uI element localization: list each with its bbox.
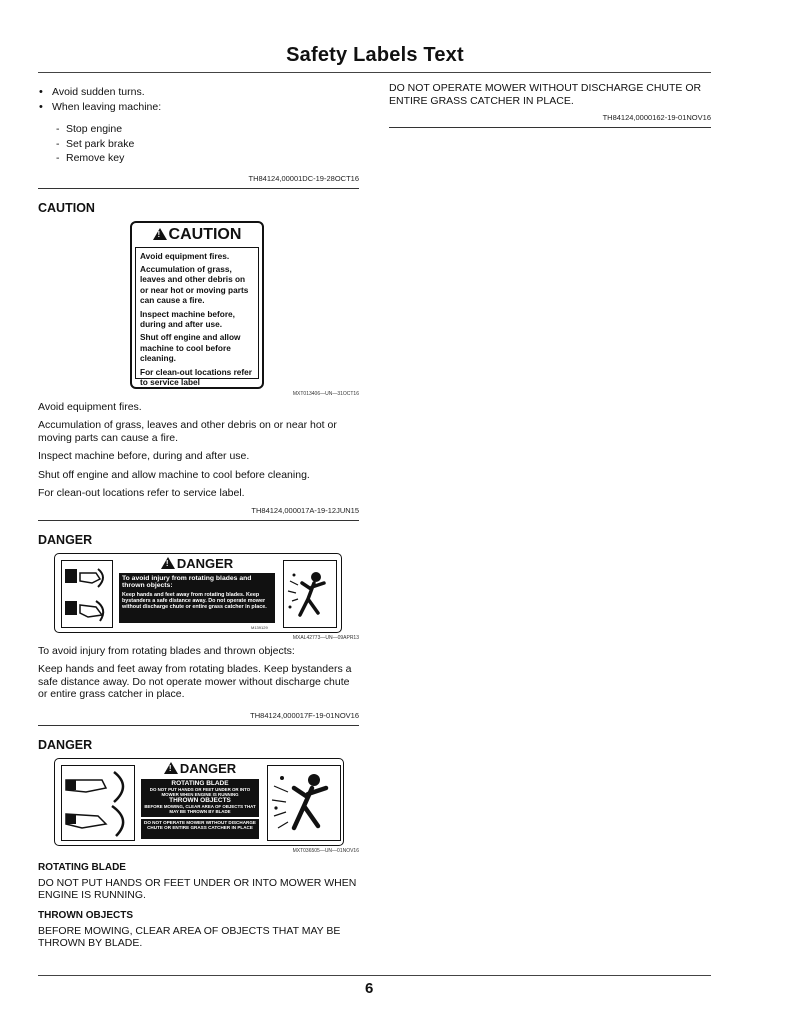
warning-triangle-icon [164,762,178,774]
danger-banner [139,761,261,776]
danger-label-text-block [141,779,259,817]
danger-label-image-2 [54,758,344,846]
caution-heading: CAUTION [38,200,95,215]
hand-blade-pictogram [61,560,113,628]
danger-banner-text: DANGER [179,760,237,776]
leaving-steps-list [56,122,359,166]
discharge-chute-text: DO NOT OPERATE MOWER WITHOUT DISCHARGE CHUTE OR ENTIRE GRASS CATCHER IN PLACE. [389,82,702,107]
danger-label-line: ROTATING BLADE [171,779,229,787]
step-item: - Stop engine [56,122,359,137]
rotating-blade-text: DO NOT PUT HANDS OR FEET UNDER OR INTO MOWER WHEN ENGINE IS RUNNING. [38,876,357,901]
thrown-objects-heading: THROWN OBJECTS [38,909,133,921]
bullet-item: • When leaving machine: [38,100,359,115]
caution-banner [135,226,259,244]
caution-label-body [135,247,259,387]
caution-banner-text: CAUTION [168,225,242,243]
left-column [38,82,359,956]
turns-bullet-list [38,85,359,115]
danger-paragraph: Keep hands and feet away from rotating blades. Keep bystanders a safe distance away. Do not operate mower without discharge chute or entire grass catcher in place. [38,663,352,700]
page-title: Safety Labels Text [286,44,464,66]
danger-paragraph: To avoid injury from rotating blades and thrown objects: [38,644,295,657]
caution-label-line: Shut off engine and allow machine to cool before cleaning. [140,332,241,364]
danger-label-body: Keep hands and feet away from rotating blades. Keep bystanders a safe distance away. Do not operate mower without discharge chute or entire grass catcher in place. [122,591,267,611]
warning-triangle-icon [161,557,175,569]
figure-code: MXT013406—UN—31OCT16 [292,390,359,397]
reference-code: TH84124,0000162-19-01NOV16 [389,113,711,128]
reference-code: TH84124,000017F-19-01NOV16 [38,711,359,726]
thrown-objects-pictogram [267,765,341,841]
caution-label-line: For clean-out locations refer to service label [140,366,253,387]
caution-paragraph: For clean-out locations refer to service label. [38,487,245,499]
figure-code: MXT036505—UN—01NOV16 [292,847,359,854]
danger-label-line: THROWN OBJECTS [169,796,231,804]
step-item: - Remove key [56,151,359,166]
danger-label-line: BEFORE MOWING, CLEAR AREA OF OBJECTS THAT MAY BE THROWN BY BLADE [144,803,256,814]
reference-code: TH84124,00001DC-19-28OCT16 [38,174,359,189]
step-item: - Set park brake [56,137,359,152]
danger-banner-text: DANGER [176,555,234,571]
caution-label-line: Accumulation of grass, leaves and other debris on or near hot or moving parts can cause a fire. [140,263,249,306]
danger-label-footer-block [141,819,259,839]
reference-code: TH84124,000017A-19-12JUN15 [38,506,359,521]
page-number: 6 [365,980,374,997]
caution-paragraph: Inspect machine before, during and after use. [38,450,250,462]
caution-label-line: Inspect machine before, during and after use. [140,308,235,329]
caution-paragraph: Avoid equipment fires. [38,400,142,413]
right-column [389,82,711,128]
caution-label-line: Avoid equipment fires. [140,250,230,261]
thrown-objects-pictogram [283,560,337,628]
footer-rule [38,975,711,976]
part-number: M139129 [251,624,268,630]
caution-label-image [130,221,264,389]
header-rule [38,72,711,73]
rotating-blade-heading: ROTATING BLADE [38,861,126,873]
danger-label-title: To avoid injury from rotating blades and thrown objects: [122,574,252,589]
danger-heading: DANGER [38,737,93,752]
thrown-objects-text: BEFORE MOWING, CLEAR AREA OF OBJECTS THAT MAY BE THROWN BY BLADE. [38,924,341,949]
figure-code: MXAL42773—UN—09APR13 [292,634,359,641]
bullet-item: • Avoid sudden turns. [38,85,359,100]
danger-heading: DANGER [38,532,93,547]
danger-label-text-block [119,573,275,623]
hand-foot-blade-pictogram [61,765,135,841]
warning-triangle-icon [153,228,167,240]
caution-paragraph: Shut off engine and allow machine to cool before cleaning. [38,468,310,481]
caution-paragraph: Accumulation of grass, leaves and other debris on or near hot or moving parts can cause a fire. [38,419,337,444]
danger-label-line: DO NOT PUT HANDS OR FEET UNDER OR INTO MOWER WHEN ENGINE IS RUNNING [149,786,251,797]
danger-banner [117,557,277,571]
danger-label-line: DO NOT OPERATE MOWER WITHOUT DISCHARGE CHUTE OR ENTIRE GRASS CATCHER IN PLACE [144,819,256,830]
danger-label-image-1 [54,553,342,633]
